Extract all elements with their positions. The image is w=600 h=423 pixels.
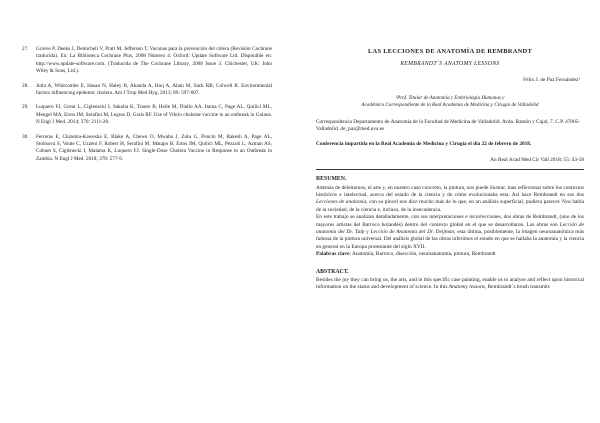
keywords — [316, 251, 584, 258]
article-subtitle: REMBRANDT´S ANATOMY LESSONS — [400, 61, 500, 68]
keywords-text: : Anatomía, Barroco, disección, neuroanatomía, pintura, Rembrandt — [349, 251, 496, 258]
reference-number: 29. — [22, 104, 29, 111]
reference-text: Ferreras E, Chizema-Kawesha E, Blake A, Chewe O, Mwaba J, Zulu G, Poncin M, Rakesh A, Page AL, Stoitsova S, Voute C, Uzzeni F, Robert H, Serafini M, Matapo B, Eiros JM, Quilici ML, Pezzoli L, Azman AS, Cohuet S, Ciglenecki I, Malama K, Luquero FJ. Single-Dose Cholera Vaccine in Response to an Outbreak in Zambia. N Engl J Med. 2018; 378: 577-9. — [36, 133, 272, 162]
abstract-text: Besides the joy they can bring us, the arts, and in this specific case painting, enable us to analyse and reflect upon historical information on the status and development of science. In this Anatomy lessons, Rembrandt´s brush transmits — [316, 276, 584, 291]
reference-item — [22, 134, 272, 164]
reference-text: Jutla A, Whitcombe E, Hasan N, Haley B, Akanda A, Huq A, Alam M, Sack RB, Colwell R. Environmental factors influencing epidemic cholera. Am J Trop Med Hyg. 2013; 89: 597-607. — [36, 82, 272, 97]
conference-note: Conferencia impartida en la Real Academia de Medicina y Cirugía el día 22 de febrero de 2018. — [316, 141, 532, 148]
article-author: Félix J. de Paz Fernández¹ — [523, 77, 580, 84]
article-title: LAS LECCIONES DE ANATOMÍA DE REMBRANDT — [367, 48, 533, 55]
reference-item — [22, 46, 272, 76]
reference-number: 28. — [22, 82, 29, 89]
affiliation-line: Académico Correspondiente de la Real Academia de Medicina y Cirugía de Valladolid — [361, 101, 539, 108]
keywords-label: Palabras clave — [316, 251, 350, 258]
reference-text: Graves P, Deeks J, Demicheli V, Pratt M, Jefferson T. Vacunas para la prevención del cólera (Revisión Cochrane traducida). En: La Biblioteca Cochrane Plus, 2008 Número 4. Oxford: Update Software Ltd. Disponible en: http://www.update-software.com. (Traducida de The Cochrane Library, 2008 Issue 3. Chichester, UK: John Wiley & Sons, Ltd.). — [36, 46, 272, 75]
reference-number: 30. — [22, 133, 29, 140]
references-column — [22, 46, 272, 170]
article-column — [316, 46, 584, 292]
resumen-text: Además de deleitarnos, el arte y, en nuestro caso concreto, la pintura, nos puede ilustrar, inas reflexionar sobre los contextos históricos e intelectual, acerca del estado de la ciencia y de cómo evolucionaba esta. Así hace Rembrandt en sus dos Lecciones de anatomía, con su pincel nos dice mucho más de lo que, en un análisis superficial, pudiera parecer. Nos habla de la sociedad, de la ciencia e, incluso, de la insecadencia. En este trabajo se analizan detalladamente, con sus interpretaciones e incorrecciones, dos obras de Rembrandt, (uno de los mayores artistas del Barroco holandés) dentro del contexto global en el que se desarrollaron. Las obras son Lección de anatomía del Dr. Tulp y Lección de Anatomía del Dr. Deijman, esta última, posiblemente, la imagen neuroanatómica más famosa de la pintura universal. Del análisis global de las obras inferimos el estado en que se hallaba la anatomía y la ciencia en general en la Europa protestante del siglo XVII. — [316, 184, 584, 250]
correspondence: Correspondencia Departamento de Anatomía de la Facultad de Medicina de Valladolid. Avda. Ramón y Cajal, 7. C.P. 47005-Valladolid. de_paz@med.uva.es — [316, 118, 581, 132]
affiliation-line: ¹Prof. Titular de Anatomía y Embriología Humanas y — [395, 94, 505, 101]
divider — [316, 169, 584, 170]
author-affiliation — [316, 95, 584, 109]
journal-citation: An Real Acad Med Cir Vall 2018; 55: 43-58 — [490, 157, 584, 164]
resumen-heading: RESUMEN. — [316, 176, 347, 183]
abstract-heading: ABSTRACT. — [316, 268, 349, 275]
reference-text: Luquero FJ, Grout L, Ciglenecki I, Sakoba K, Traore B, Heile M, Diallo AA, Itama C, Page AL, Quilici ML, Mengel MA, Eiros JM, Serafini M, Legros D, Grais RF. Use of Vibrio cholerae vaccine in an outbreak in Guinea. N Engl J Med. 2014; 370: 2111-20. — [36, 104, 272, 126]
reference-item — [22, 104, 272, 126]
reference-item — [22, 83, 272, 98]
reference-number: 27. — [22, 46, 29, 52]
